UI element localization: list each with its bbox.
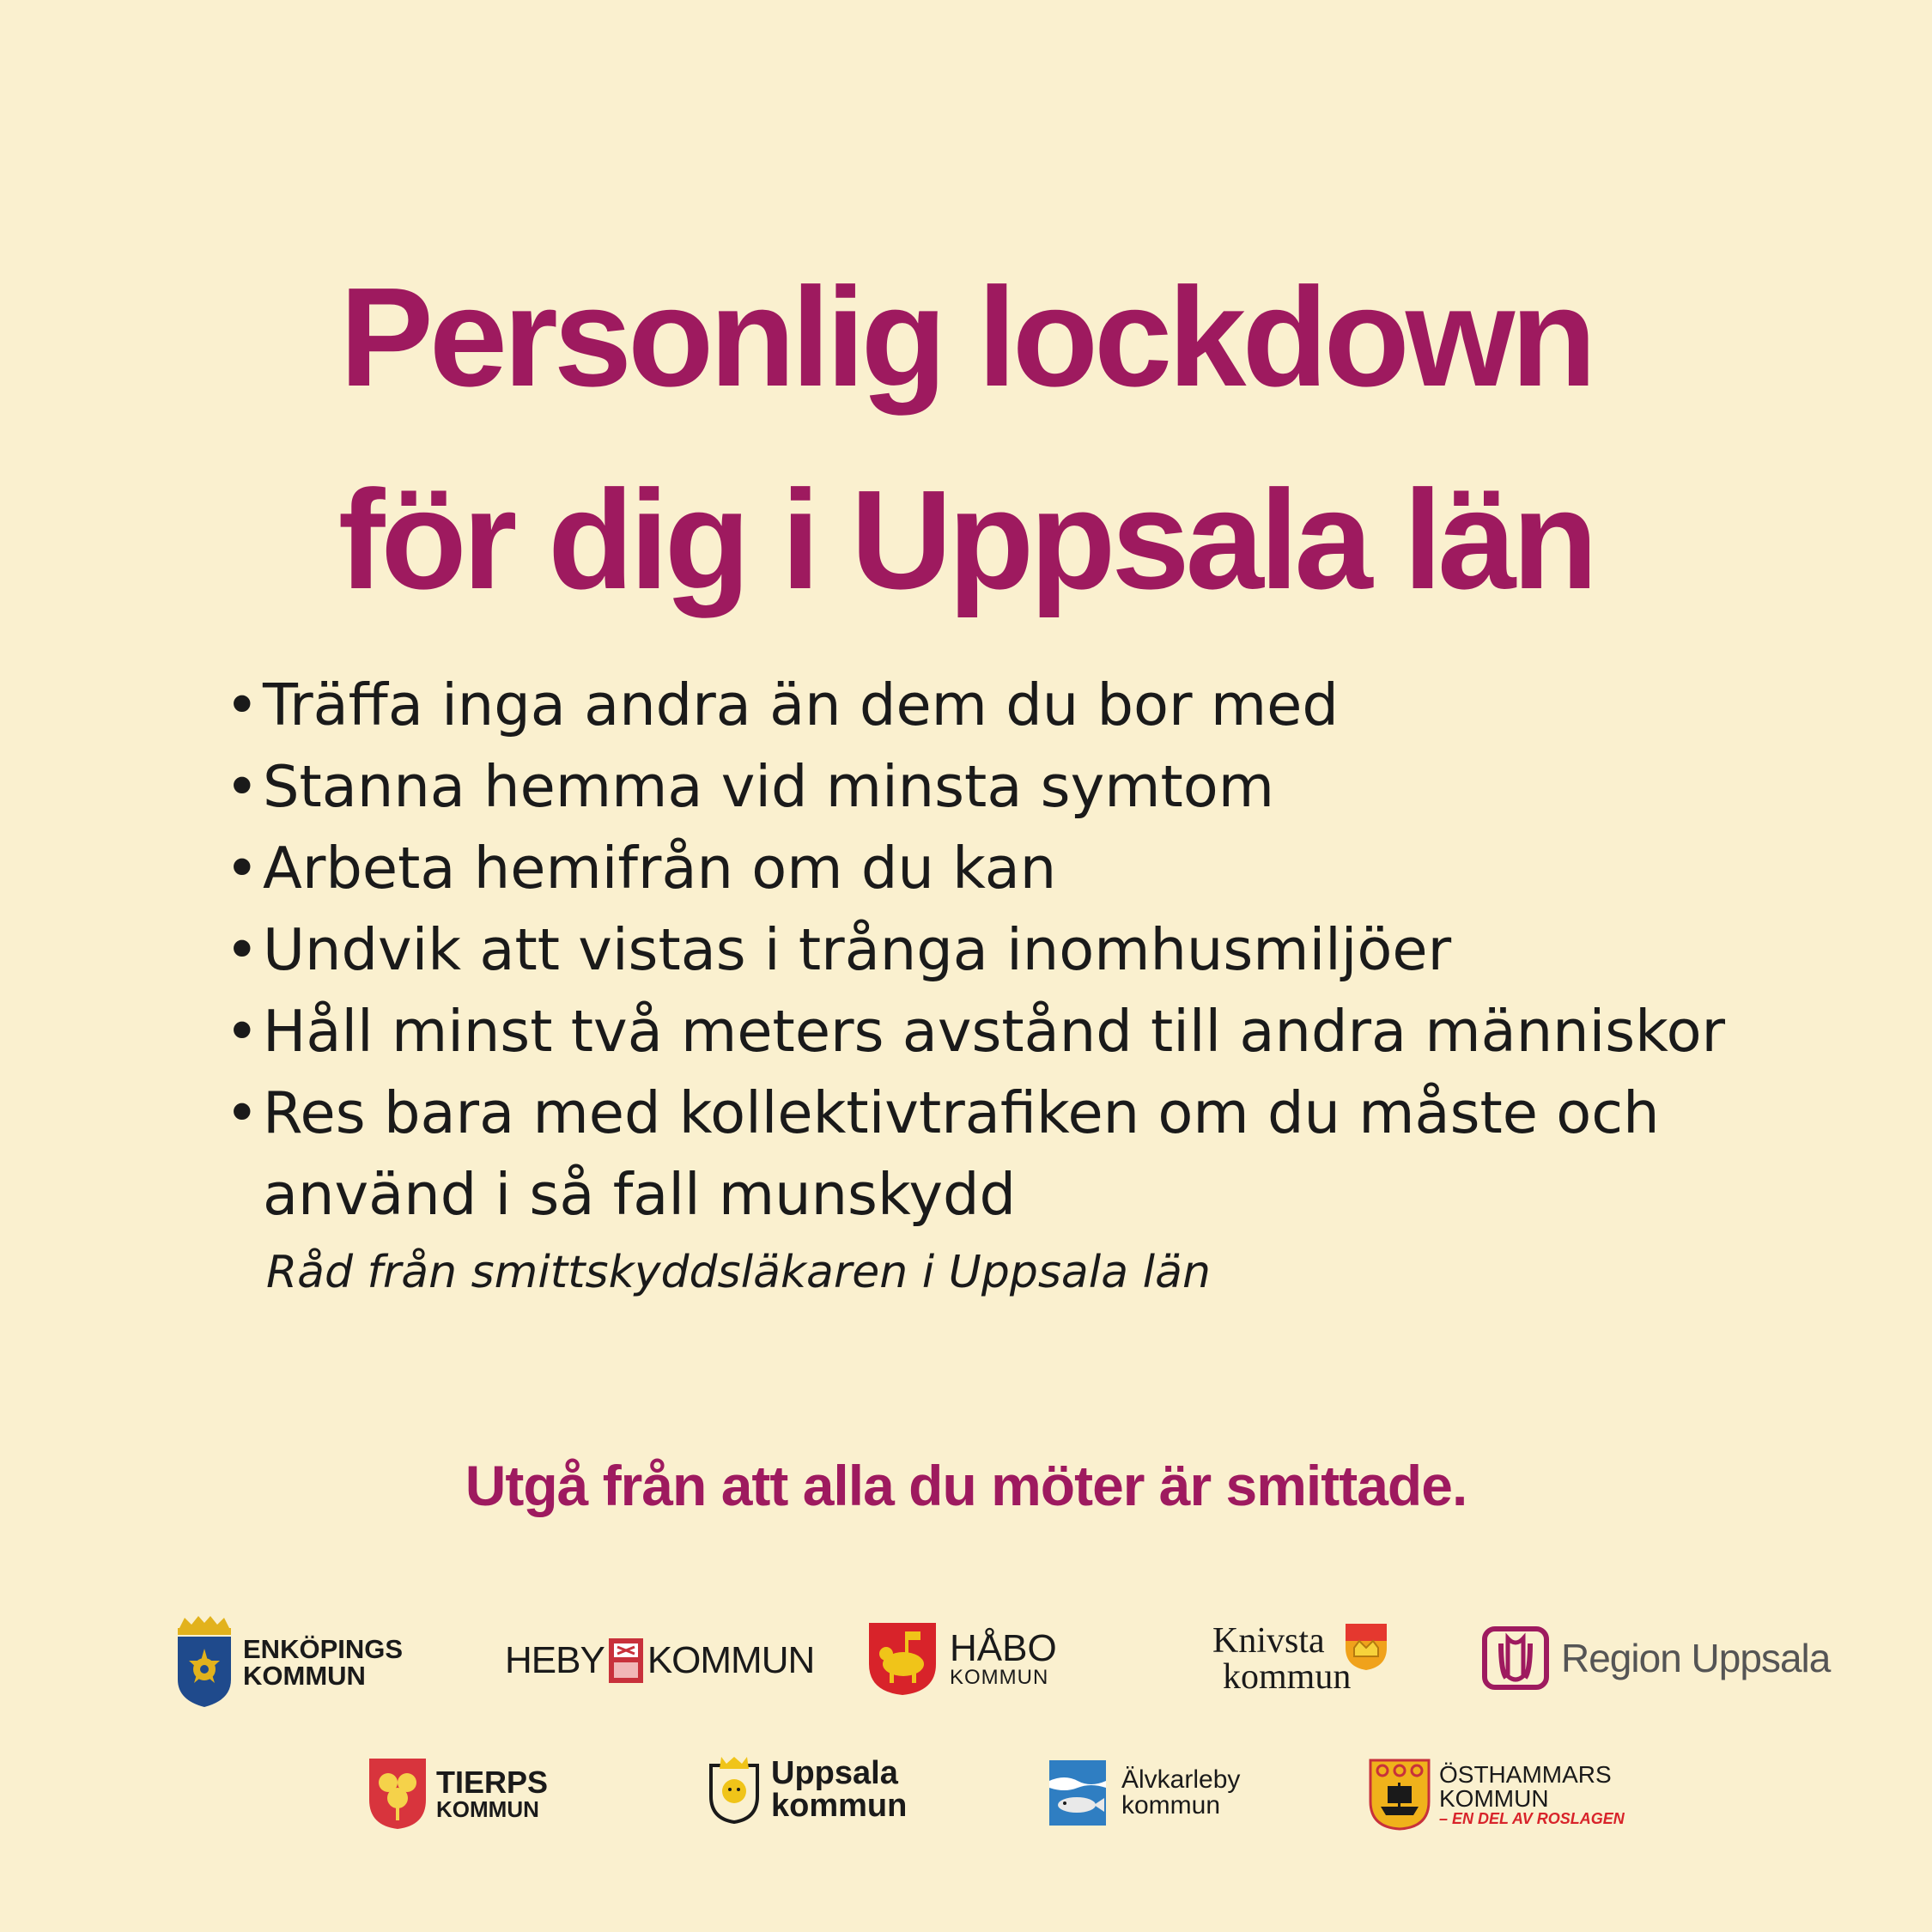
list-item (225, 665, 1771, 746)
advice-text: Stanna hemma vid minsta symtom (263, 753, 1275, 820)
knivsta-line2: kommun (1223, 1657, 1352, 1697)
list-item (225, 746, 1771, 828)
uppsala-line1: Uppsala (771, 1755, 898, 1791)
tierp-line1: TIERPS (436, 1765, 549, 1800)
headline-line-1: Personlig lockdown (339, 258, 1593, 416)
logo-uppsala-kommun (706, 1753, 907, 1826)
advice-text: Undvik att vistas i trånga inomhusmiljöer (263, 916, 1452, 983)
logo-region-uppsala (1482, 1626, 1830, 1690)
region-uppsala-icon (1482, 1626, 1549, 1690)
enkoping-line1: ENKÖPINGS (243, 1634, 404, 1664)
advice-text-continuation: använd i så fall munskydd (263, 1161, 1017, 1228)
alvkarleby-crest-icon (1048, 1759, 1108, 1827)
bullet-icon: • (225, 753, 259, 820)
logo-habo-kommun (867, 1621, 1057, 1697)
habo-crest-icon (867, 1621, 938, 1697)
alvkarleby-line1: Älvkarleby (1121, 1765, 1241, 1794)
list-item (225, 828, 1771, 909)
logo-tierps-kommun (368, 1757, 548, 1831)
advice-source: Råd från smittskyddsläkaren i Uppsala län (266, 1247, 1211, 1298)
bullet-icon: • (225, 671, 259, 738)
headline (0, 236, 1932, 641)
heby-crest-icon (607, 1637, 645, 1685)
tagline: Utgå från att alla du möter är smittade. (465, 1454, 1467, 1517)
osthammar-line3: – EN DEL AV ROSLAGEN (1439, 1810, 1625, 1827)
enkoping-crest-icon (176, 1616, 233, 1709)
bullet-icon: • (225, 916, 259, 983)
osthammar-crest-icon (1369, 1759, 1431, 1831)
advice-text: Res bara med kollektivtrafiken om du måste och (263, 1079, 1660, 1146)
bullet-icon: • (225, 998, 259, 1065)
list-item (225, 1072, 1771, 1236)
advice-text: Håll minst två meters avstånd till andra människor (263, 998, 1726, 1065)
osthammar-line1: ÖSTHAMMARS (1439, 1761, 1612, 1788)
alvkarleby-line2: kommun (1121, 1791, 1221, 1820)
habo-line1: HÅBO (950, 1627, 1057, 1669)
advice-text: Träffa inga andra än dem du bor med (263, 671, 1339, 738)
heby-right: KOMMUN (647, 1639, 815, 1681)
knivsta-crest-icon (1344, 1622, 1388, 1672)
uppsala-kommun-crest-icon (706, 1753, 762, 1826)
advice-text: Arbeta hemifrån om du kan (263, 835, 1057, 902)
heby-left: HEBY (505, 1639, 605, 1681)
tierp-line2: KOMMUN (436, 1796, 539, 1822)
headline-line-2: för dig i Uppsala län (337, 461, 1595, 618)
logo-heby-kommun (505, 1637, 814, 1685)
region-name: Region Uppsala (1561, 1636, 1831, 1680)
tierp-crest-icon (368, 1757, 428, 1831)
list-item (225, 909, 1771, 991)
logo-knivsta-kommun (1212, 1623, 1388, 1695)
logo-osthammars-kommun (1369, 1759, 1625, 1831)
knivsta-line1: Knivsta (1212, 1621, 1325, 1661)
logo-alvkarleby-kommun (1048, 1759, 1240, 1827)
logo-enkopings-kommun (176, 1616, 403, 1709)
osthammar-line2: KOMMUN (1439, 1785, 1549, 1812)
bullet-icon: • (225, 1079, 259, 1146)
habo-line2: KOMMUN (950, 1666, 1049, 1689)
enkoping-line2: KOMMUN (243, 1661, 366, 1691)
advice-list (225, 665, 1771, 1236)
uppsala-line2: kommun (771, 1788, 908, 1824)
list-item (225, 991, 1771, 1072)
bullet-icon: • (225, 835, 259, 902)
